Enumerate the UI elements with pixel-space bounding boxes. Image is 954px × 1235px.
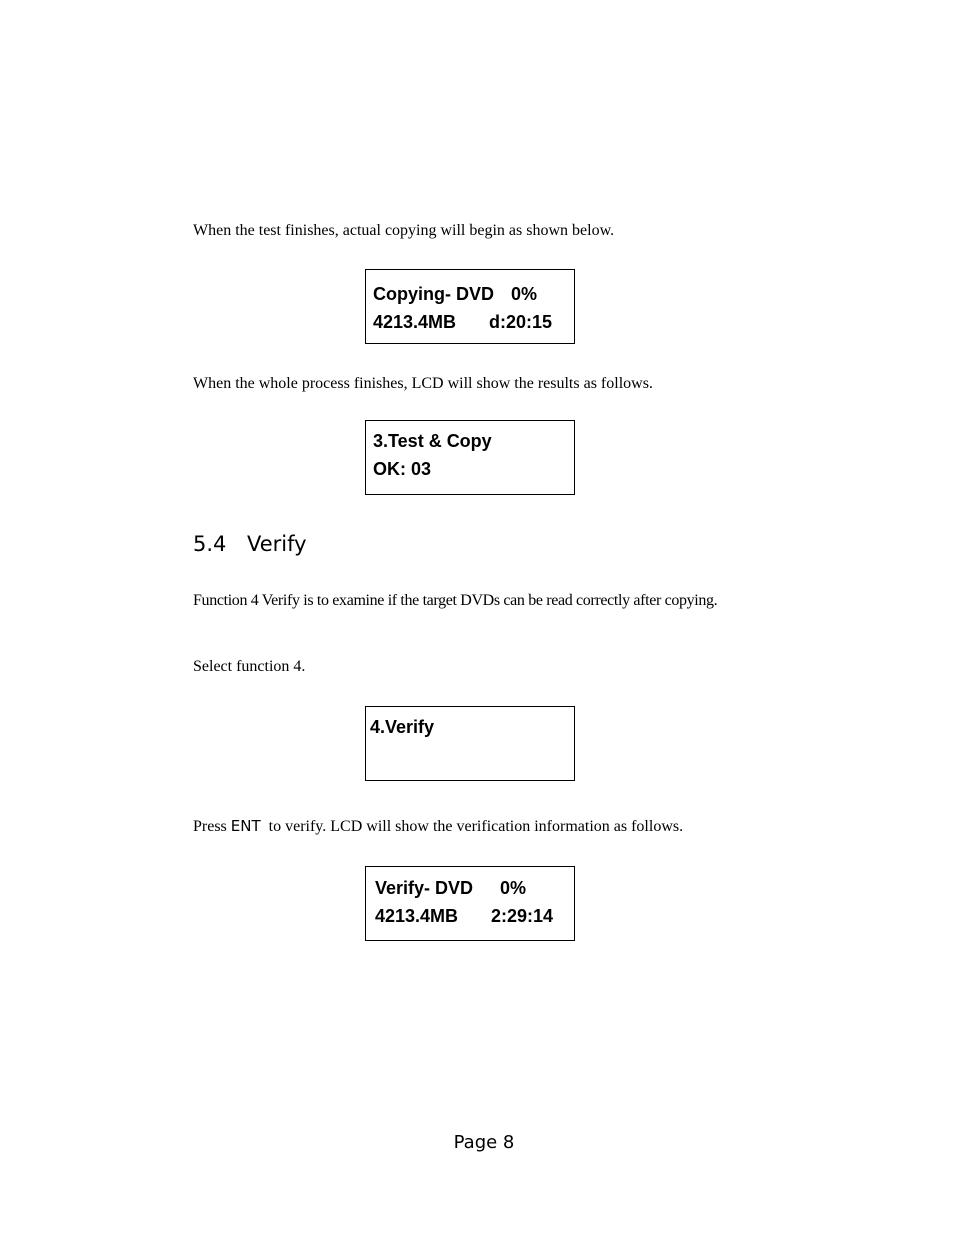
page-number: Page 8	[453, 1132, 515, 1153]
lcd-line-ok-count: OK: 03	[373, 459, 432, 479]
paragraph-copy-begin: When the test finishes, actual copying will begin as shown below.	[193, 222, 615, 239]
paragraph-press-ent	[193, 816, 683, 837]
lcd-line-status: Copying- DVD	[373, 284, 494, 304]
lcd-display-copying	[365, 269, 575, 344]
lcd-display-select	[365, 706, 575, 781]
lcd-line-percent: 0%	[500, 878, 527, 898]
lcd-line-size: 4213.4MB	[373, 312, 457, 332]
lcd-display-result	[365, 420, 575, 495]
paragraph-verify-description: Function 4 Verify is to examine if the target DVDs can be read correctly after copying.	[193, 592, 718, 609]
section-number: 5.4	[193, 532, 227, 556]
lcd-line-size: 4213.4MB	[375, 906, 459, 926]
section-title: Verify	[247, 532, 307, 556]
lcd-line-status: Verify- DVD	[375, 878, 474, 898]
lcd-line-function: 4.Verify	[370, 717, 435, 737]
lcd-line-time: d:20:15	[489, 312, 553, 332]
press-suffix: to verify. LCD will show the verification information as follows.	[268, 818, 684, 835]
section-heading	[193, 530, 307, 558]
paragraph-select-function: Select function 4.	[193, 658, 306, 675]
ent-key-label: ENT	[230, 817, 261, 835]
press-prefix: Press	[193, 818, 227, 835]
lcd-display-verify	[365, 866, 575, 941]
lcd-line-percent: 0%	[511, 284, 538, 304]
lcd-line-time: 2:29:14	[491, 906, 554, 926]
lcd-line-function: 3.Test & Copy	[373, 431, 492, 451]
paragraph-process-finish: When the whole process finishes, LCD will show the results as follows.	[193, 375, 653, 392]
